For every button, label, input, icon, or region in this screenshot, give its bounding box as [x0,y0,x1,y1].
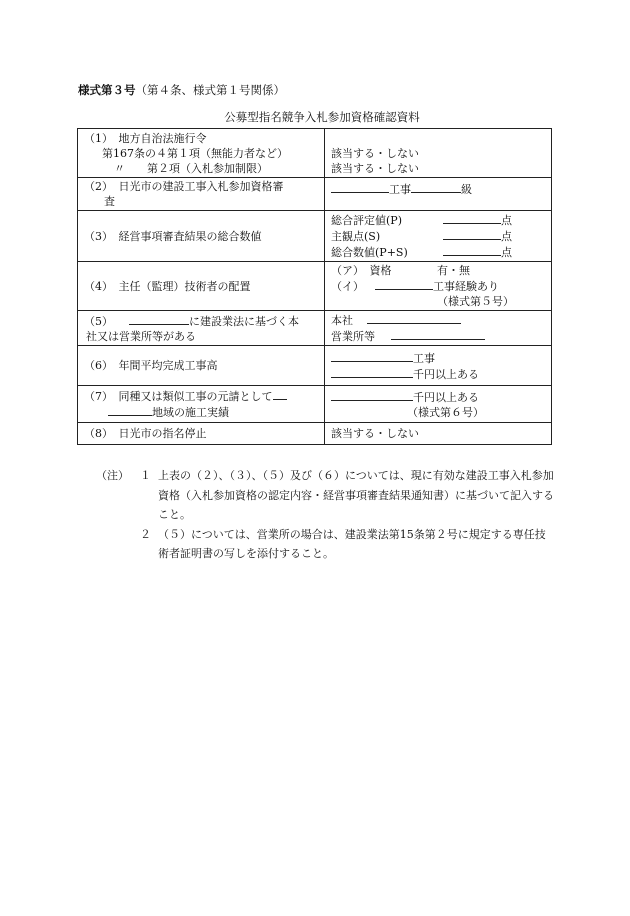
row-7-item: （7） 同種又は類似工事の元請として 地域の施工実績 [78,386,325,423]
row-6-item: （6） 年間平均完成工事高 [78,346,325,386]
work-type-blank[interactable] [273,388,287,400]
row-5-item: （5） に建設業法に基づく本 社又は営業所等がある [78,311,325,346]
row-8-item: （8） 日光市の指名停止 [78,423,325,445]
amount-blank[interactable] [331,366,413,378]
table-row [78,178,552,211]
row-1-item: （1） 地方自治法施行令 第167条の４第１項（無能力者など） 〃 第２項（入札参加制限） [78,129,325,178]
work-type-blank[interactable] [331,181,389,193]
amount-blank[interactable] [331,389,413,401]
notes-label: （注） [96,469,129,482]
row-2-item: （2） 日光市の建設工事入札参加資格審 査 [78,178,325,211]
score-blank[interactable] [443,244,501,256]
table-row [78,311,552,346]
head-office-blank[interactable] [367,312,461,324]
row-4-item: （4） 主任（監理）技術者の配置 [78,262,325,311]
row-4-answer[interactable]: （ア） 資格 有・無 （イ） 工事経験あり （様式第５号） [325,262,552,311]
row-5-answer[interactable]: 本社 営業所等 [325,311,552,346]
row-6-answer[interactable]: 工事 千円以上ある [325,346,552,386]
work-type-blank[interactable] [331,350,413,362]
row-3-item: （3） 経営事項審査結果の総合数値 [78,211,325,262]
score-blank[interactable] [443,212,501,224]
table-row [78,386,552,423]
branch-office-blank[interactable] [391,328,485,340]
row-2-answer[interactable]: 工事 級 [325,178,552,211]
area-blank[interactable] [108,404,152,416]
qualification-table [77,128,552,445]
note-item: ２ （５）については、営業所の場合は、建設業法第15条第２号に規定する専任技術者証明書の写しを添付すること。 [140,527,546,560]
table-row [78,211,552,262]
applicability-choice[interactable]: 該当する・しない [331,146,419,160]
row-8-answer[interactable] [325,423,552,445]
table-row [78,423,552,445]
row-1-answer[interactable] [325,129,552,178]
row-3-answer[interactable]: 総合評定値(P) 点 主観点(S) 点 総合数値(P+S) 点 [325,211,552,262]
table-row [78,262,552,311]
table-row [78,129,552,178]
applicability-choice[interactable]: 該当する・しない [331,161,419,175]
grade-blank[interactable] [411,181,461,193]
form-number-line [78,82,285,98]
score-blank[interactable] [443,228,501,240]
document-title: 公募型指名競争入札参加資格確認資料 [224,110,420,124]
experience-blank[interactable] [375,278,433,290]
note-item: （注） １ 上表の（２）、（３）、（５）及び（６）については、現に有効な建設工事入札参加資格（入札参加資格の認定内容・経営事項審査結果通知書）に基づいて記入すること。 [96,466,556,525]
suspension-choice[interactable]: 該当する・しない [331,427,419,440]
row-7-answer[interactable]: 千円以上ある （様式第６号） [325,386,552,423]
table-row [78,346,552,386]
notes [96,466,556,564]
form-number: 様式第３号 [78,83,136,97]
area-blank[interactable] [129,313,189,325]
form-reference: （第４条、様式第１号関係） [135,83,285,97]
qualification-choice[interactable]: 有・無 [437,264,470,277]
